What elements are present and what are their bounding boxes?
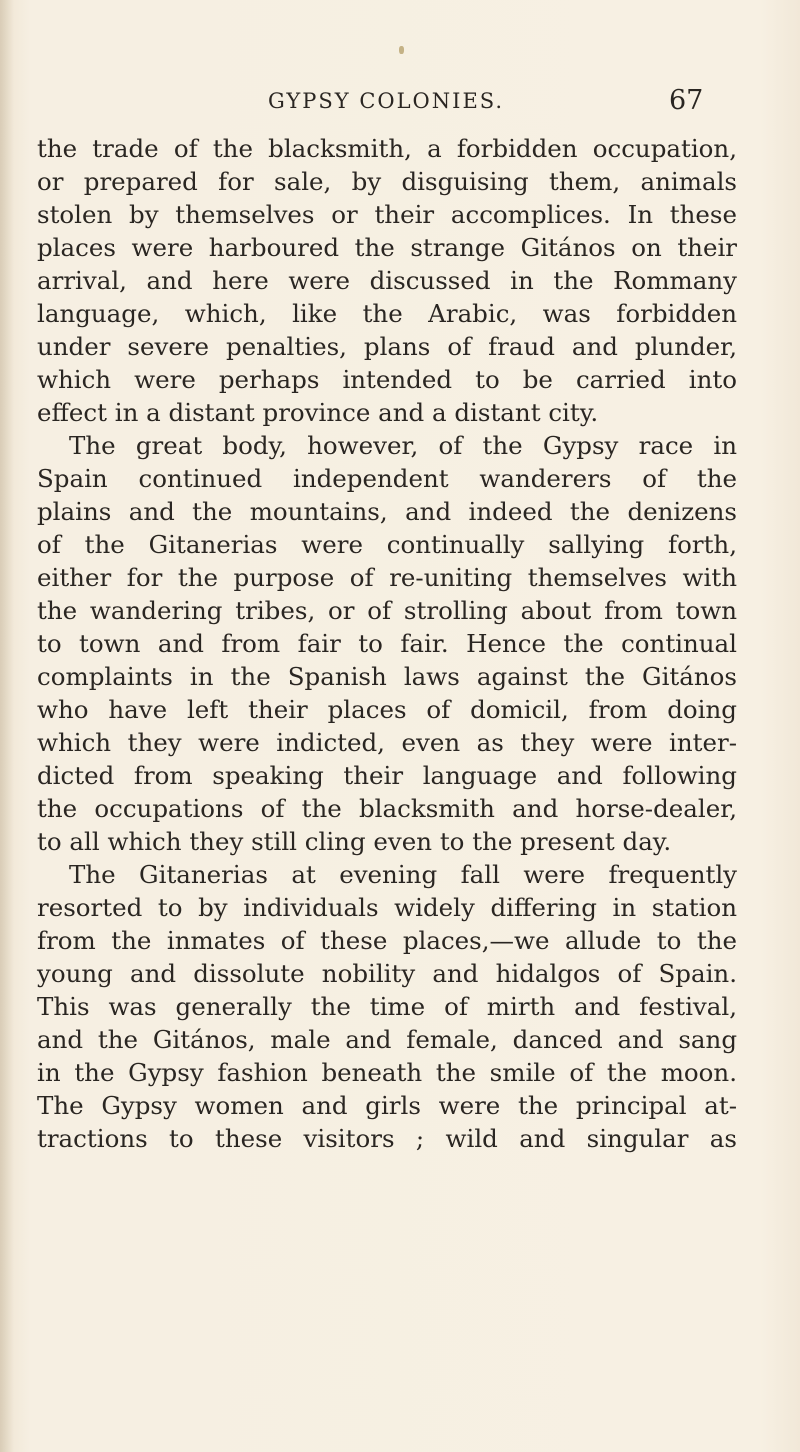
text-line: stolen by themselves or their accomplices. In these [37,200,737,229]
text-line: either for the purpose of re-uniting themselves with [37,563,737,592]
text-line: from the inmates of these places,—we allude to the [37,926,737,955]
text-line: the wandering tribes, or of strolling about from town [37,596,737,625]
text-line: effect in a distant province and a distant city. [37,398,599,427]
text-line: of the Gitanerias were continually sallying forth, [37,530,737,559]
text-line: who have left their places of domicil, from doing [37,695,737,724]
text-line: dicted from speaking their language and following [37,761,737,790]
text-line: in the Gypsy fashion beneath the smile of the moon. [37,1058,737,1087]
page-number: 67 [669,85,704,116]
text-line: young and dissolute nobility and hidalgos of Spain. [37,959,737,988]
text-line: plains and the mountains, and indeed the denizens [37,497,737,526]
text-line: under severe penalties, plans of fraud and plunder, [37,332,737,361]
text-line: The Gitanerias at evening fall were frequently [69,860,737,889]
text-line: The great body, however, of the Gypsy race in [69,431,737,460]
body-text [37,132,737,1155]
text-line: Spain continued independent wanderers of the [37,464,737,493]
text-line: complaints in the Spanish laws against the Gitános [37,662,737,691]
text-line: tractions to these visitors ; wild and singular as [37,1124,737,1153]
text-line: and the Gitános, male and female, danced and sang [37,1025,737,1054]
text-line: which they were indicted, even as they were inter- [37,728,737,757]
text-line: arrival, and here were discussed in the Rommany [37,266,737,295]
text-line: or prepared for sale, by disguising them, animals [37,167,737,196]
text-line: to all which they still cling even to the present day. [37,827,672,856]
text-line: to town and from fair to fair. Hence the continual [37,629,737,658]
text-line: which were perhaps intended to be carried into [37,365,737,394]
text-line: the trade of the blacksmith, a forbidden occupation, [37,134,737,163]
gutter-shadow [0,0,14,1452]
ink-speck [399,46,404,54]
page-header [0,85,800,125]
text-line: the occupations of the blacksmith and horse-dealer, [37,794,737,823]
text-line: places were harboured the strange Gitános on their [37,233,737,262]
text-line: resorted to by individuals widely differing in station [37,893,737,922]
text-line: This was generally the time of mirth and festival, [37,992,737,1021]
running-head: GYPSY COLONIES. [268,89,505,113]
text-line: language, which, like the Arabic, was forbidden [37,299,737,328]
text-line: The Gypsy women and girls were the principal at- [37,1091,737,1120]
